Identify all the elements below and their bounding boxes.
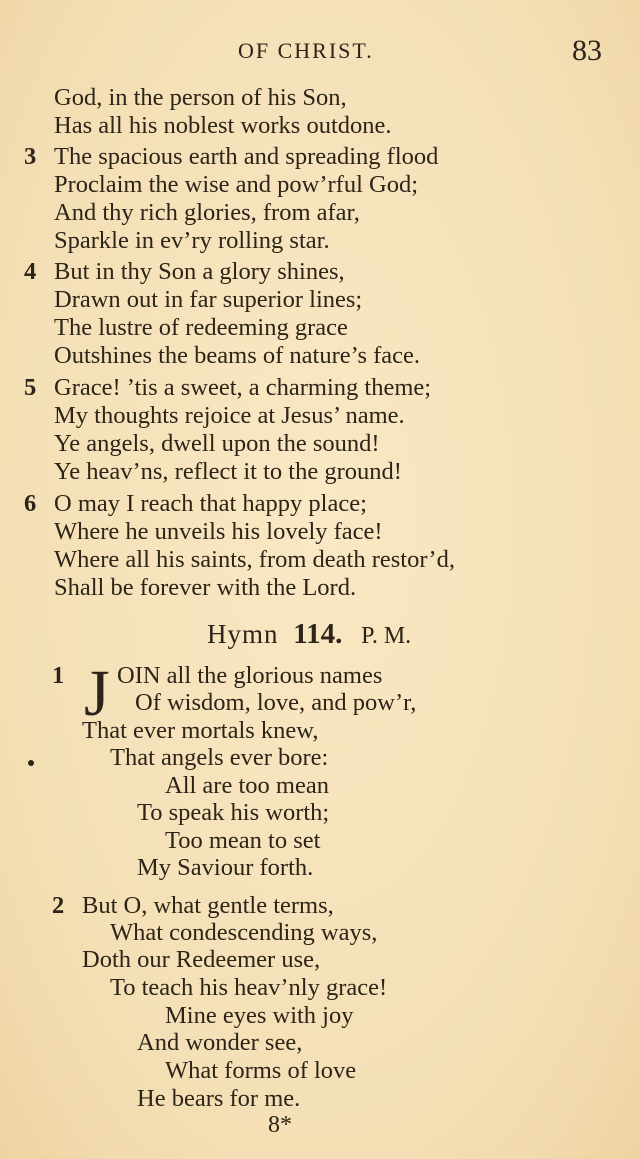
hymn-word: Hymn xyxy=(207,619,279,649)
verse-line: Ye angels, dwell upon the sound! xyxy=(54,430,380,457)
hymn-number: 114. xyxy=(293,618,343,650)
verse-line: Ye heav’ns, reflect it to the ground! xyxy=(54,458,402,485)
verse-line: But in thy Son a glory shines, xyxy=(54,258,345,285)
verse-number: 4 xyxy=(24,258,37,285)
drop-cap: J xyxy=(84,657,110,730)
verse-line: My thoughts rejoice at Jesus’ name. xyxy=(54,402,405,429)
verse-line: But O, what gentle terms, xyxy=(82,892,334,919)
verse-line: Mine eyes with joy xyxy=(165,1002,354,1029)
verse-line: Of wisdom, love, and pow’r, xyxy=(135,689,417,716)
print-mark xyxy=(28,760,34,766)
verse-line: Doth our Redeemer use, xyxy=(82,946,321,973)
verse-line: What condescending ways, xyxy=(110,919,378,946)
verse-number: 1 xyxy=(52,662,65,689)
verse-number: 6 xyxy=(24,490,37,517)
verse-number: 3 xyxy=(24,143,37,170)
verse-number: 5 xyxy=(24,374,37,401)
verse-line: What forms of love xyxy=(165,1057,357,1084)
verse-line: Where all his saints, from death restor’d, xyxy=(54,546,455,573)
verse-line: That ever mortals knew, xyxy=(82,717,319,744)
verse-line: The lustre of redeeming grace xyxy=(54,314,348,341)
verse-number: 2 xyxy=(52,892,65,919)
running-title: OF CHRIST. xyxy=(238,38,374,63)
verse-line: Too mean to set xyxy=(165,827,321,854)
verse-line: To speak his worth; xyxy=(137,799,330,826)
verse-line: OIN all the glorious names xyxy=(117,662,383,689)
verse-line: Proclaim the wise and pow’rful God; xyxy=(54,171,419,198)
verse-line: And thy rich glories, from afar, xyxy=(54,199,360,226)
verse-line: O may I reach that happy place; xyxy=(54,490,367,517)
hymn-meter: P. M. xyxy=(361,623,412,649)
stanza2-line: God, in the person of his Son, xyxy=(54,84,347,111)
verse-line: To teach his heav’nly grace! xyxy=(110,974,388,1001)
verse-line: Sparkle in ev’ry rolling star. xyxy=(54,227,330,254)
page-number: 83 xyxy=(572,34,602,67)
verse-line: My Saviour forth. xyxy=(137,854,314,881)
verse-line: All are too mean xyxy=(165,772,329,799)
verse-line: Grace! ’tis a sweet, a charming theme; xyxy=(54,374,432,401)
verse-line: Outshines the beams of nature’s face. xyxy=(54,342,421,369)
verse-line: That angels ever bore: xyxy=(110,744,329,771)
verse-line: The spacious earth and spreading flood xyxy=(54,143,439,170)
page-header xyxy=(0,34,640,70)
stanza2-line: Has all his noblest works outdone. xyxy=(54,112,392,139)
verse-line: And wonder see, xyxy=(137,1029,303,1056)
hymn-heading xyxy=(207,618,411,651)
verse-line: Where he unveils his lovely face! xyxy=(54,518,383,545)
signature-mark: 8* xyxy=(268,1112,292,1138)
verse-line: He bears for me. xyxy=(137,1085,301,1112)
verse-line: Drawn out in far superior lines; xyxy=(54,286,363,313)
verse-line: Shall be forever with the Lord. xyxy=(54,574,357,601)
